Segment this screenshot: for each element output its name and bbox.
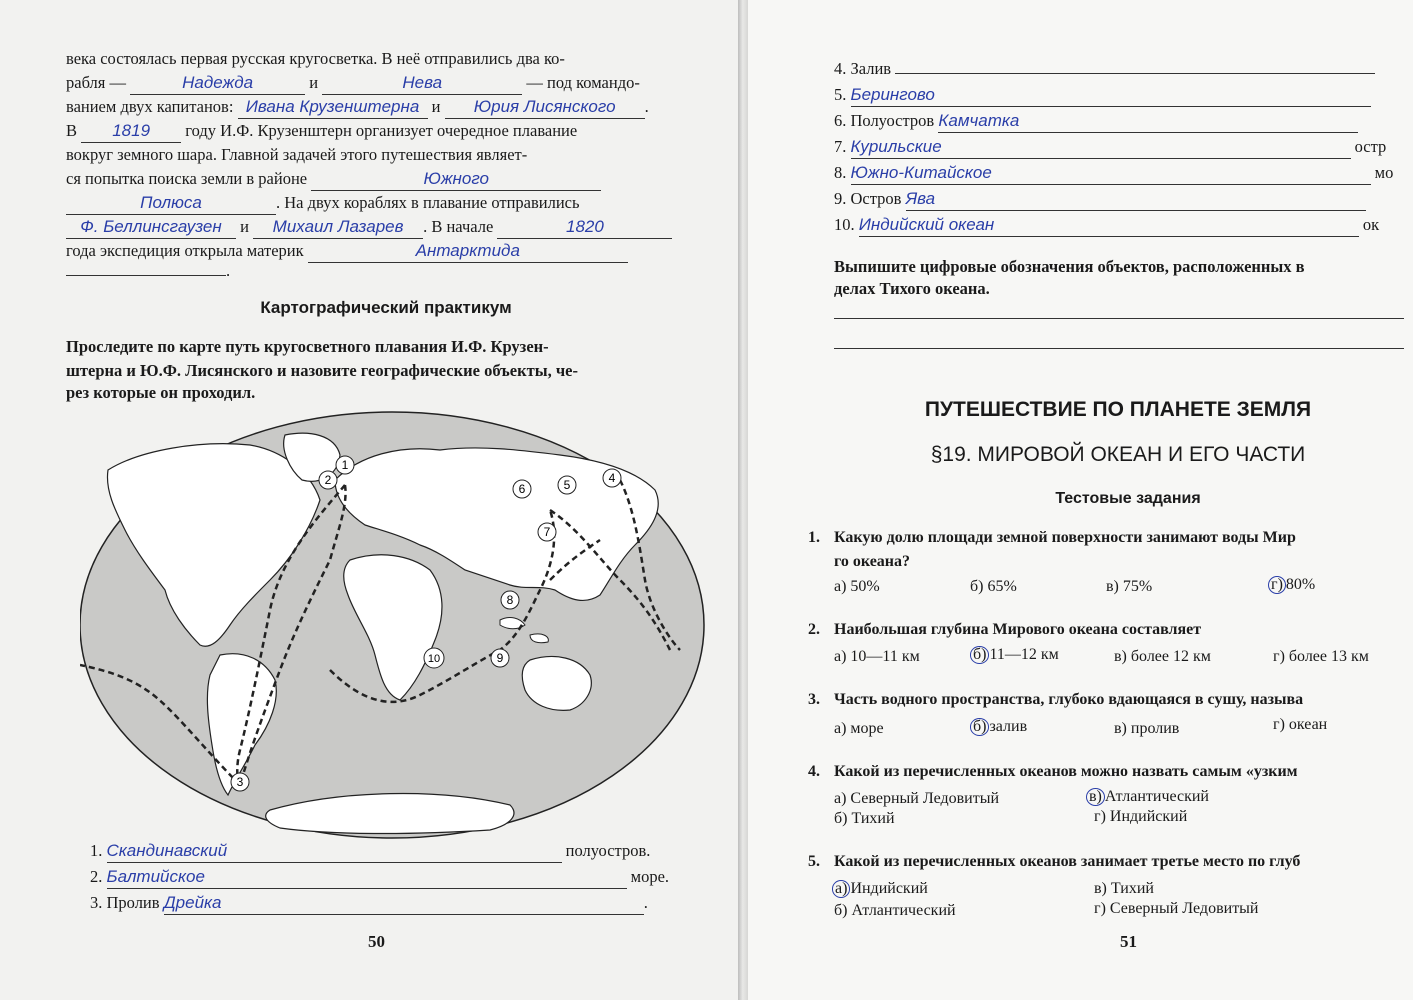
object-6-value: Камчатка <box>938 110 1358 133</box>
page-number-left: 50 <box>368 932 385 951</box>
section-title: Картографический практикум <box>260 298 512 317</box>
map-label-3: 3 <box>236 775 244 789</box>
object-row-8: 8. Южно-Китайское мо <box>834 162 1393 185</box>
section-heading: §19. МИРОВОЙ ОКЕАН И ЕГО ЧАСТИ <box>930 443 1306 466</box>
para-line-10: . <box>66 260 230 282</box>
q2-selected-mark: б) <box>970 646 989 664</box>
object-5-value: Берингово <box>851 84 1371 107</box>
object-7-value: Курильские <box>851 136 1351 159</box>
question-1-cont: го океана? <box>834 553 911 570</box>
ship2-answer: Нева <box>322 72 522 95</box>
map-label-10: 10 <box>427 653 441 665</box>
object-row-7: 7. Курильские остр <box>834 136 1386 159</box>
object-row-4: 4. Залив <box>834 58 1375 80</box>
answer-2-value: Балтийское <box>107 866 627 889</box>
q5-option-d[interactable]: г) Северный Ледовитый <box>1094 900 1259 917</box>
q1-selected-mark: г) <box>1268 576 1286 594</box>
question-5: 5. Какой из перечисленных океанов занимает третье место по глуб <box>808 853 1301 870</box>
para-line-9: года экспедиция открыла материк Антарктида <box>66 240 628 263</box>
year2-answer: 1820 <box>497 216 672 239</box>
q3-option-b[interactable]: б) залив <box>970 718 1027 736</box>
q2-option-c[interactable]: в) более 12 км <box>1114 648 1211 665</box>
q2-option-b[interactable]: б) 11—12 км <box>970 646 1059 664</box>
continent-answer: Антарктида <box>308 240 628 263</box>
question-2: 2. Наибольшая глубина Мирового океана составляет <box>808 621 1202 638</box>
question-1: 1. Какую долю площади земной поверхности занимают воды Мир <box>808 529 1296 546</box>
object-row-10: 10. Индийский океан ок <box>834 214 1379 237</box>
object-row-5: 5. Берингово <box>834 84 1371 107</box>
world-map <box>80 410 705 840</box>
map-label-2: 2 <box>324 473 332 487</box>
task-line-2: штерна и Ю.Ф. Лисянского и назовите географические объекты, че- <box>66 361 578 380</box>
map-label-8: 8 <box>506 593 514 607</box>
answer-row-1: 1. Скандинавский полуостров. <box>90 840 650 863</box>
q3-selected-mark: б) <box>970 718 989 736</box>
q5-selected-mark: а) <box>832 880 850 898</box>
question-4: 4. Какой из перечисленных океанов можно назвать самым «узким <box>808 763 1298 780</box>
answer-row-3: 3. Пролив Дрейка . <box>90 892 648 915</box>
q4-option-a[interactable]: а) Северный Ледовитый <box>834 790 1000 807</box>
answer-row-2: 2. Балтийское море. <box>90 866 669 889</box>
q1-option-c[interactable]: в) 75% <box>1106 578 1153 595</box>
object-row-6: 6. Полуостров Камчатка <box>834 110 1358 133</box>
para-line-7: Полюса . На двух кораблях в плавание отправились <box>66 192 580 215</box>
para-line-8: Ф. Беллинсгаузен и Михаил Лазарев . В начале 1820 <box>66 216 672 239</box>
q4-option-c[interactable]: в) Атлантический <box>1086 788 1209 806</box>
para-line-1: века состоялась первая русская кругосветка. В неё отправились два ко- <box>66 49 565 68</box>
q3-option-a[interactable]: а) море <box>834 720 884 737</box>
page-number-right: 51 <box>1120 932 1137 951</box>
para-line-2: рабля — Надежда и Нева — под командо- <box>66 72 640 95</box>
object-10-value: Индийский океан <box>859 214 1359 237</box>
area2-answer: Полюса <box>66 192 276 215</box>
q1-option-b[interactable]: б) 65% <box>970 578 1017 595</box>
para-line-3: ванием двух капитанов: Ивана Крузенштерна и Юрия Лисянского . <box>66 96 649 119</box>
map-label-9: 9 <box>496 651 504 665</box>
answer-1-value: Скандинавский <box>107 840 562 863</box>
captain2-answer: Юрия Лисянского <box>445 96 645 119</box>
captain1-answer: Ивана Крузенштерна <box>238 96 428 119</box>
para-line-6: ся попытка поиска земли в районе Южного <box>66 168 601 191</box>
ship1-answer: Надежда <box>130 72 305 95</box>
map-label-4: 4 <box>608 471 616 485</box>
map-label-5: 5 <box>563 478 571 492</box>
q5-option-a[interactable]: а) Индийский <box>832 880 928 898</box>
task-line-1: Проследите по карте путь кругосветного плавания И.Ф. Крузен- <box>66 337 549 356</box>
object-8-value: Южно-Китайское <box>851 162 1371 185</box>
route-map-svg <box>80 410 705 840</box>
para-line-4: В 1819 году И.Ф. Крузенштерн организует очередное плавание <box>66 120 577 143</box>
para-line-5: вокруг земного шара. Главной задачей этого путешествия являет- <box>66 145 528 164</box>
task2-line-2: делах Тихого океана. <box>834 279 990 298</box>
task-line-3: рез которые он проходил. <box>66 383 256 402</box>
chapter-title: ПУТЕШЕСТВИЕ ПО ПЛАНЕТЕ ЗЕМЛЯ <box>924 398 1312 421</box>
q3-option-c[interactable]: в) пролив <box>1114 720 1180 737</box>
q4-option-b[interactable]: б) Тихий <box>834 810 895 827</box>
q4-selected-mark: в) <box>1086 788 1105 806</box>
q2-option-a[interactable]: а) 10—11 км <box>834 648 920 665</box>
object-9-value: Ява <box>906 188 1366 211</box>
person2-answer: Михаил Лазарев <box>253 216 423 239</box>
area1-answer: Южного <box>311 168 601 191</box>
q3-option-d[interactable]: г) океан <box>1273 716 1328 733</box>
q1-option-a[interactable]: а) 50% <box>834 578 880 595</box>
task2-line-1: Выпишите цифровые обозначения объектов, расположенных в <box>834 257 1305 276</box>
map-label-7: 7 <box>543 525 551 539</box>
map-label-1: 1 <box>341 458 349 472</box>
person1-answer: Ф. Беллинсгаузен <box>66 216 236 239</box>
object-row-9: 9. Остров Ява <box>834 188 1366 211</box>
q1-option-d[interactable]: г) 80% <box>1268 576 1315 594</box>
right-page <box>748 0 1413 1000</box>
question-3: 3. Часть водного пространства, глубоко вдающаяся в сушу, называ <box>808 691 1304 708</box>
q2-option-d[interactable]: г) более 13 км <box>1273 648 1369 665</box>
q5-option-c[interactable]: в) Тихий <box>1094 880 1154 897</box>
q4-option-d[interactable]: г) Индийский <box>1094 808 1188 825</box>
year1-answer: 1819 <box>81 120 181 143</box>
subsection-heading: Тестовые задания <box>1055 490 1201 507</box>
answer-3-value: Дрейка <box>164 892 644 915</box>
q5-option-b[interactable]: б) Атлантический <box>834 902 956 919</box>
map-label-6: 6 <box>518 482 526 496</box>
